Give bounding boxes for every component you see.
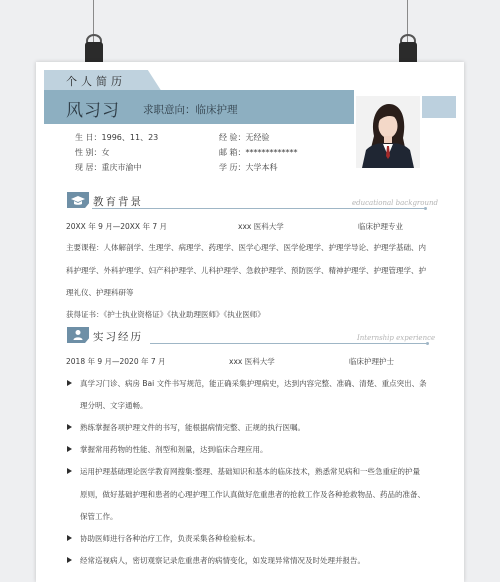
internship-divider	[150, 343, 426, 344]
internship-subtitle: Internship experience	[357, 334, 436, 342]
bullet-arrow-icon	[67, 446, 72, 452]
info-email: 邮 箱：*************	[219, 148, 298, 157]
portrait-icon	[356, 96, 420, 168]
education-subtitle: educational background	[352, 199, 438, 207]
briefcase-icon	[67, 327, 89, 343]
education-divider	[92, 208, 424, 209]
education-major: 临床护理专业	[358, 222, 403, 231]
internship-hospital: xxx 医科大学	[229, 357, 275, 366]
internship-period: 2018 年 9 月—2020 年 7 月	[66, 357, 166, 366]
courses-line: 理礼仪、护理科研等	[66, 288, 134, 297]
education-divider-dot	[424, 207, 427, 210]
internship-bullet-line: 真学习门诊、病房 Bai 文件书写规范，能正确采集护理病史，达到内容完整、准确、清楚、重点突出、条	[80, 379, 427, 388]
candidate-name: 风习习	[66, 101, 120, 121]
graduation-cap-icon	[67, 192, 89, 208]
internship-bullet-line: 经常巡视病人，密切观察记录危重患者的病情变化，如发现异常情况及时处理并报告。	[80, 556, 365, 565]
internship-bullet-line: 协助医师进行各种治疗工作，负责采集各种检验标本。	[80, 534, 260, 543]
internship-title: 实习经历	[93, 331, 143, 343]
info-education: 学 历：大学本科	[219, 163, 278, 172]
education-period: 20XX 年 9 月—20XX 年 7 月	[66, 222, 167, 231]
decor-block	[422, 96, 456, 118]
bullet-arrow-icon	[67, 557, 72, 563]
profile-photo	[356, 96, 420, 168]
info-gender: 性 别：女	[75, 148, 110, 157]
education-school: xxx 医科大学	[238, 222, 284, 231]
bullet-arrow-icon	[67, 535, 72, 541]
internship-bullet-line: 掌握常用药物的性能、剂型和剂量，达到临床合理应用。	[80, 445, 268, 454]
internship-bullet-line: 运用护理基础理论医学教育网搜集:整理、基础知识和基本的临床技术，熟悉常见病和一些急重症的护量	[80, 467, 421, 476]
internship-bullet-line: 熟练掌握各项护理文件的书写，能根据病情完整、正规的执行医嘱。	[80, 423, 305, 432]
education-title: 教育背景	[93, 196, 143, 208]
resume-title: 个人简历	[66, 75, 126, 88]
courses-line: 主要课程：人体解剖学、生理学、病理学、药理学、医学心理学、医学伦理学、护理学导论、护理学基础、内	[66, 243, 426, 252]
info-birthday: 生 日：1996、11、23	[75, 133, 159, 142]
bullet-arrow-icon	[67, 380, 72, 386]
internship-bullet-line: 保管工作。	[80, 512, 118, 521]
info-experience: 经 验：无经验	[219, 133, 270, 142]
bullet-arrow-icon	[67, 468, 72, 474]
job-intent: 求职意向：临床护理	[143, 104, 238, 116]
bullet-arrow-icon	[67, 424, 72, 430]
info-residence: 现 居：重庆市渝中	[75, 163, 142, 172]
internship-role: 临床护理护士	[349, 357, 394, 366]
internship-divider-dot	[426, 342, 429, 345]
internship-bullet-line: 原则，做好基础护理和患者的心理护理工作认真做好危重患者的抢救工作及各种抢救物品、药品的准备、	[80, 490, 425, 499]
certificates: 获得证书：《护士执业资格证》《执业助理医师》《执业医师》	[66, 310, 265, 319]
courses-line: 科护理学、外科护理学、妇产科护理学、儿科护理学、急救护理学、预防医学、精神护理学、护理管理学、护	[66, 266, 426, 275]
internship-bullet-line: 理分明、文字通畅。	[80, 401, 148, 410]
